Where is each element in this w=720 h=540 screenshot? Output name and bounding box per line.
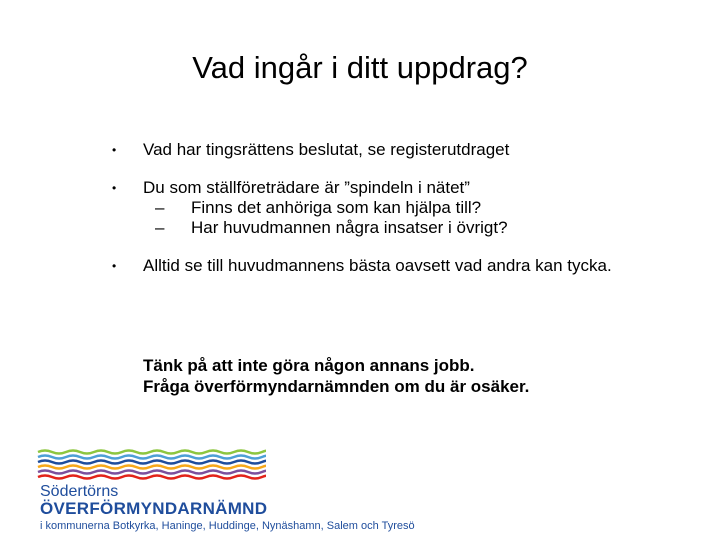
advice-line: Tänk på att inte göra någon annans jobb. — [143, 356, 475, 375]
bullet-item — [112, 178, 672, 238]
advice-note — [143, 355, 529, 397]
sub-bullet-item — [143, 218, 672, 238]
slide-title: Vad ingår i ditt uppdrag? — [192, 50, 528, 85]
wave-lines-icon — [36, 448, 266, 482]
wave-line — [38, 456, 266, 459]
bullet-dot: • — [112, 181, 117, 195]
sub-bullet-dash: – — [155, 218, 165, 237]
bullet-text: Du som ställföreträdare är ”spindeln i nätet” — [143, 178, 470, 197]
wave-line — [38, 476, 266, 479]
advice-line: Fråga överförmyndarnämnden om du är osäker. — [143, 377, 530, 396]
wave-line — [38, 471, 266, 474]
wave-line — [38, 451, 266, 454]
logo-line-3: i kommunerna Botkyrka, Haninge, Huddinge, Nynäshamn, Salem och Tyresö — [40, 520, 415, 532]
bullet-item — [112, 140, 672, 160]
bullet-dot: • — [112, 259, 117, 273]
wave-line — [38, 466, 266, 469]
sub-bullet-dash: – — [155, 198, 165, 217]
bullet-text: Vad har tingsrättens beslutat, se registerutdraget — [143, 140, 510, 159]
bullet-list — [112, 140, 672, 294]
sub-bullet-text: Finns det anhöriga som kan hjälpa till? — [191, 198, 482, 217]
wave-line — [38, 461, 266, 464]
bullet-text: Alltid se till huvudmannens bästa oavsett vad andra kan tycka. — [143, 256, 612, 275]
bullet-item — [112, 256, 672, 276]
logo-line-1: Södertörns — [40, 483, 119, 500]
logo-line-2: ÖVERFÖRMYNDARNÄMND — [40, 499, 268, 518]
bullet-dot: • — [112, 143, 117, 157]
sub-bullet-item — [143, 198, 672, 218]
organization-logo — [36, 448, 436, 538]
sub-bullet-text: Har huvudmannen några insatser i övrigt? — [191, 218, 508, 237]
